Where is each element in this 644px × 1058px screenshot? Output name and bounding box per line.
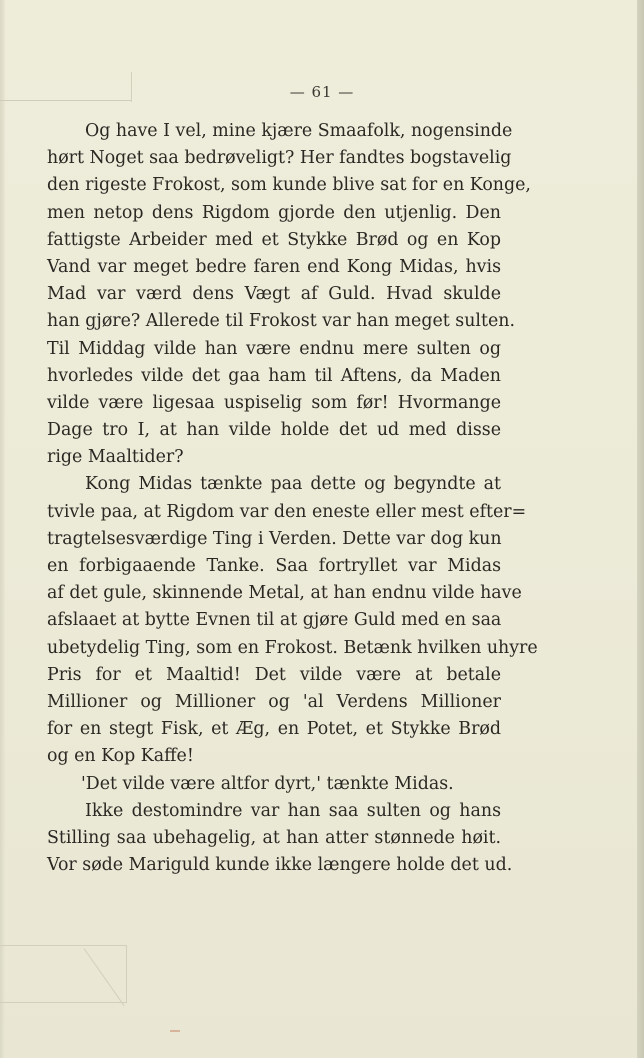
text-line: for en stegt Fisk, et Æg, en Potet, et Stykke Brød bbox=[47, 719, 501, 740]
text-line: Kong Midas tænkte paa dette og begyndte at bbox=[85, 474, 501, 495]
text-line: fattigste Arbeider med et Stykke Brød og en Kop bbox=[47, 229, 501, 250]
text-line: Ikke destomindre var han saa sulten og hans bbox=[85, 800, 501, 821]
text-line: han gjøre? Allerede til Frokost var han meget sulten. bbox=[47, 311, 515, 332]
text-line: rige Maaltider? bbox=[47, 447, 184, 468]
body-text bbox=[47, 118, 538, 879]
text-line: 'Det vilde være altfor dyrt,' tænkte Midas. bbox=[81, 773, 454, 794]
text-line: Vor søde Mariguld kunde ikke længere holde det ud. bbox=[47, 855, 513, 876]
text-line: tragtelsesværdige Ting i Verden. Dette var dog kun bbox=[47, 528, 502, 549]
paper-stain bbox=[170, 1030, 180, 1032]
text-line: Mad var værd dens Vægt af Guld. Hvad skulde bbox=[47, 284, 501, 305]
text-line: af det gule, skinnende Metal, at han endnu vilde have bbox=[47, 583, 522, 604]
text-line: Og have I vel, mine kjære Smaafolk, nogensinde bbox=[85, 121, 513, 141]
text-line: hørt Noget saa bedrøveligt? Her fandtes bogstavelig bbox=[47, 148, 512, 169]
text-line: en forbigaaende Tanke. Saa fortryllet var Midas bbox=[47, 556, 501, 576]
text-line: Til Middag vilde han være endnu mere sulten og bbox=[47, 338, 501, 359]
text-line: og en Kop Kaffe! bbox=[47, 746, 194, 767]
text-line: ubetydelig Ting, som en Frokost. Betænk hvilken uhyre bbox=[47, 637, 538, 658]
text-line: vilde være ligesaa uspiselig som før! Hvormange bbox=[47, 392, 501, 413]
page-number: — 61 — bbox=[289, 83, 355, 101]
text-line: Stilling saa ubehagelig, at han atter stønnede høit. bbox=[47, 827, 501, 848]
text-line: afslaaet at bytte Evnen til at gjøre Guld med en saa bbox=[47, 610, 502, 631]
text-line: hvorledes vilde det gaa ham til Aftens, da Maden bbox=[47, 365, 501, 386]
text-line: Vand var meget bedre faren end Kong Midas, hvis bbox=[47, 256, 501, 277]
page-right-edge bbox=[637, 0, 644, 1058]
text-line: men netop dens Rigdom gjorde den utjenlig. Den bbox=[47, 202, 501, 223]
text-line: Millioner og Millioner og 'al Verdens Millioner bbox=[47, 691, 501, 712]
text-line: tvivle paa, at Rigdom var den eneste eller mest efter= bbox=[47, 501, 527, 522]
text-line: Pris for et Maaltid! Det vilde være at betale bbox=[47, 664, 501, 685]
text-line: Dage tro I, at han vilde holde det ud med disse bbox=[47, 420, 501, 441]
text-line: den rigeste Frokost, som kunde blive sat for en Konge, bbox=[47, 175, 531, 196]
page-left-edge bbox=[0, 0, 5, 1058]
bleed-through-box bbox=[0, 945, 127, 1003]
